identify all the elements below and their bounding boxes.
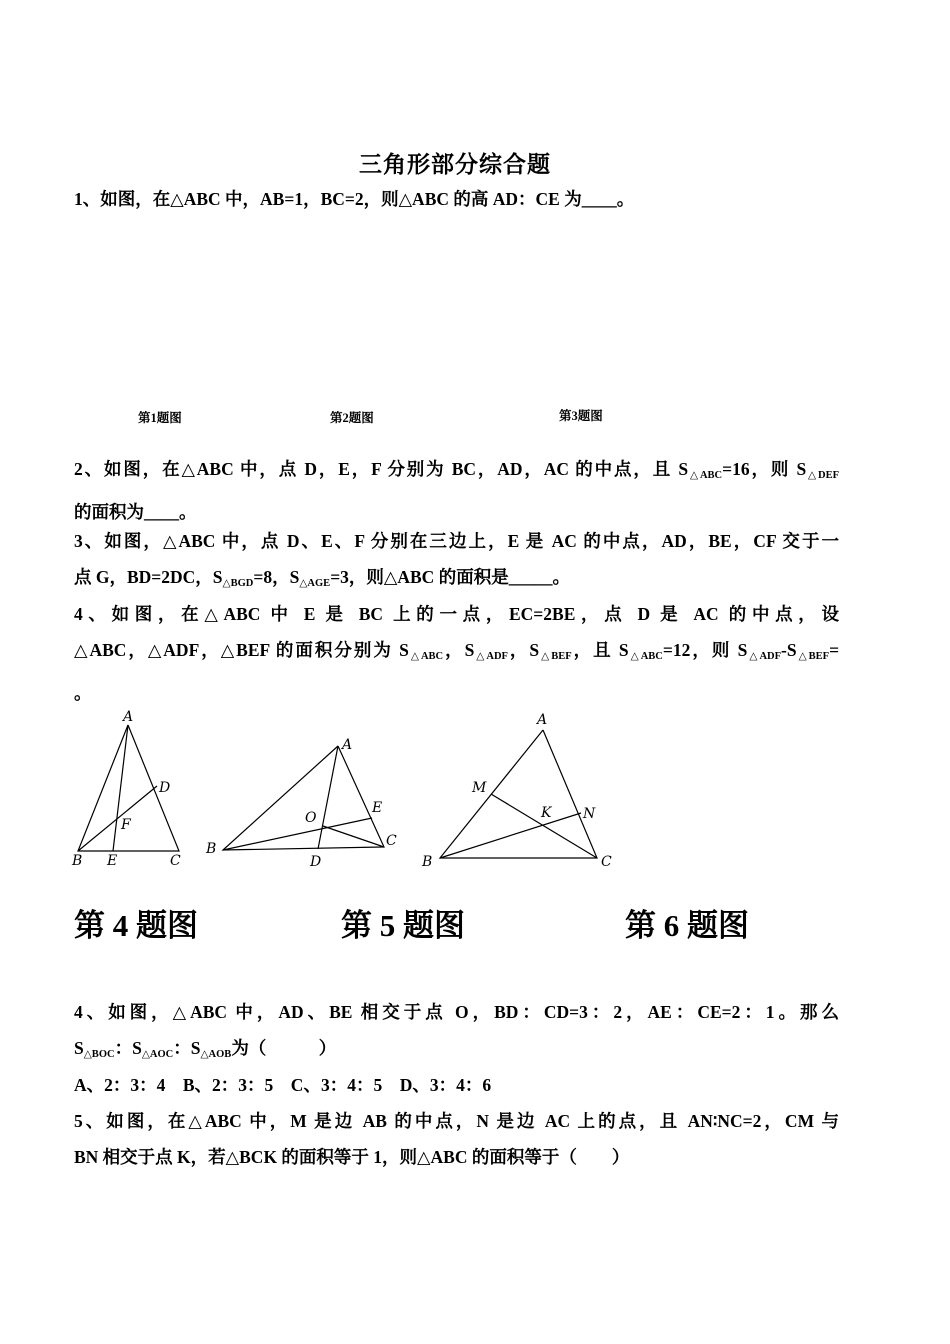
page-title: 三角形部分综合题: [359, 152, 551, 177]
caption-fig-4: 第 4 题图: [74, 908, 198, 943]
fig5-label-o: O: [305, 810, 317, 826]
caption-fig-5: 第 5 题图: [341, 908, 465, 943]
question-4b: [74, 994, 839, 1073]
fig6-label-b: B: [422, 854, 433, 870]
fig5-label-d: D: [310, 854, 322, 870]
fig4-label-f: F: [121, 817, 131, 833]
fig4-label-c: C: [170, 853, 181, 869]
question-2-line-2: 的面积为____。: [74, 502, 197, 522]
fig5-line-oc: [323, 826, 384, 847]
caption-fig-2: 第2题图: [330, 411, 374, 425]
fig6-line-mc: [491, 794, 597, 858]
question-1: 1、如图，在△ABC 中，AB=1，BC=2，则△ABC 的高 AD：CE 为____。: [74, 189, 635, 209]
question-4-line-3: 。: [74, 683, 92, 703]
question-4b-line-1: 4、如图，△ABC 中，AD、BE 相交于点 O，BD：CD=3：2，AE：CE=2：1。那么: [74, 1002, 839, 1022]
question-4-line-2: △ABC，△ADF，△BEF 的面积分别为 $S_{\triangle ABC}$，$S_{\triangle ADF}$，$S_{\triangle BEF}$，且 $S_{\triangle ABC}=12$，则 $S_{\triangle ADF}-S_{\triangle BEF}=$: [74, 640, 840, 662]
question-4-line-1: 4、如图，在△ABC 中 E 是 BC 上的一点，EC=2BE，点 D 是 AC 的中点，设: [74, 604, 839, 624]
fig5-label-e: E: [372, 800, 383, 816]
fig5-label-c: C: [386, 833, 397, 849]
caption-fig-1: 第1题图: [138, 411, 182, 425]
question-4: [74, 596, 839, 711]
answer-options: A、2：3：4 B、2：3：5 C、3：4：5 D、3：4：6: [74, 1075, 492, 1095]
question-4b-line-2: $S_{\triangle BOC}$：$S_{\triangle AOC}$：$S_{\triangle AOB}$为（ ）: [74, 1038, 337, 1060]
question-3: [74, 523, 839, 602]
fig5-label-b: B: [206, 841, 217, 857]
fig6-label-c: C: [601, 854, 612, 870]
question-3-line-2: 点 G，BD=2DC，$S_{\triangle BGD}=8$，$S_{\triangle AGE}=3$，则△ABC 的面积是_____。: [74, 567, 570, 589]
fig6-label-a: A: [537, 712, 548, 728]
fig6-triangle: [440, 730, 597, 858]
figure-4-diagram: [60, 700, 200, 875]
fig4-label-e: E: [107, 853, 118, 869]
fig4-line-bd: [78, 786, 157, 851]
question-2: [74, 451, 839, 530]
fig6-label-k: K: [541, 805, 552, 821]
fig5-label-a: A: [342, 737, 353, 753]
question-5-line-1: 5、如图，在△ABC 中，M 是边 AB 的中点，N 是边 AC 上的点，且 AN∶NC=2，CM 与: [74, 1111, 839, 1131]
fig4-label-b: B: [72, 853, 83, 869]
fig4-label-a: A: [123, 709, 134, 725]
fig6-label-m: M: [472, 780, 487, 796]
figure-6-diagram: [415, 700, 635, 875]
fig5-triangle: [223, 746, 384, 850]
fig4-label-d: D: [159, 780, 171, 796]
caption-fig-6: 第 6 题图: [625, 908, 749, 943]
caption-fig-3: 第3题图: [559, 409, 603, 423]
fig6-label-n: N: [583, 806, 596, 822]
question-5-line-2: BN 相交于点 K，若△BCK 的面积等于 1，则△ABC 的面积等于（ ）: [74, 1147, 630, 1167]
fig5-line-be: [223, 818, 372, 850]
question-2-line-1: 2、如图，在△ABC 中，点 D，E，F 分别为 BC，AD，AC 的中点，且 $S_{\triangle ABC}=16$，则 $S_{\triangle DEF}$: [74, 459, 839, 481]
question-3-line-1: 3、如图，△ABC 中，点 D、E、F 分别在三边上，E 是 AC 的中点，AD，BE，CF 交于一: [74, 531, 839, 551]
figure-5-diagram: [200, 730, 410, 875]
question-5: [74, 1103, 839, 1175]
